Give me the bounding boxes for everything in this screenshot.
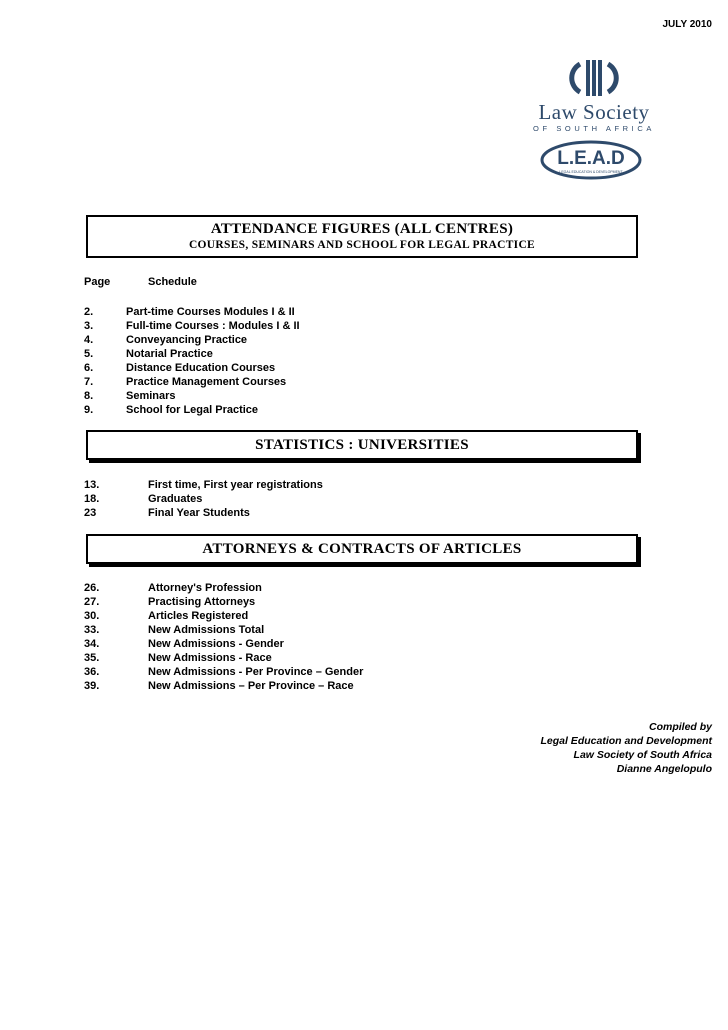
item-label: Practising Attorneys — [148, 596, 256, 608]
item-label: Attorney's Profession — [148, 582, 262, 594]
item-page-number: 26. — [84, 582, 100, 594]
item-page-number: 7. — [84, 376, 94, 388]
item-page-number: 23 — [84, 507, 97, 519]
compiled-by — [540, 720, 712, 776]
item-label: Distance Education Courses — [126, 362, 276, 374]
item-page-number: 27. — [84, 596, 100, 608]
logo-subtitle: OF SOUTH AFRICA — [533, 124, 655, 133]
item-label: New Admissions Total — [148, 624, 265, 636]
law-society-logo — [524, 58, 664, 183]
item-page-number: 4. — [84, 334, 94, 346]
item-page-number: 8. — [84, 390, 94, 402]
item-label: Seminars — [126, 390, 176, 402]
item-label: Part-time Courses Modules I & II — [126, 306, 295, 318]
item-label: Full-time Courses : Modules I & II — [126, 320, 300, 332]
universities-box — [86, 430, 638, 460]
item-page-number: 36. — [84, 666, 100, 678]
item-page-number: 3. — [84, 320, 94, 332]
item-page-number: 13. — [84, 479, 100, 491]
item-label: Final Year Students — [148, 507, 250, 519]
compiled-line-2: Legal Education and Development — [540, 735, 712, 747]
compiled-line-3: Law Society of South Africa — [573, 749, 712, 761]
item-label: Practice Management Courses — [126, 376, 287, 388]
compiled-line-1: Compiled by — [648, 721, 712, 733]
item-page-number: 30. — [84, 610, 100, 622]
lead-badge-text: L.E.A.D — [557, 148, 625, 169]
item-label: First time, First year registrations — [148, 479, 323, 491]
item-label: Notarial Practice — [126, 348, 213, 360]
header-schedule: Schedule — [148, 276, 197, 288]
attorneys-box — [86, 534, 638, 564]
header-page: Page — [84, 276, 111, 288]
compiled-line-4: Dianne Angelopulo — [616, 763, 712, 775]
item-page-number: 18. — [84, 493, 100, 505]
attendance-figures-title: ATTENDANCE FIGURES (ALL CENTRES) — [210, 221, 514, 237]
universities-title: STATISTICS : UNIVERSITIES — [255, 437, 469, 453]
report-date: JULY 2010 — [662, 19, 712, 30]
item-label: School for Legal Practice — [126, 404, 259, 416]
item-page-number: 5. — [84, 348, 94, 360]
pillar-emblem-icon — [524, 58, 664, 100]
item-label: New Admissions – Per Province – Race — [148, 680, 354, 692]
item-label: Articles Registered — [148, 610, 249, 622]
logo-title: Law Society — [538, 100, 650, 124]
attendance-figures-box — [86, 215, 638, 258]
lead-badge — [540, 140, 642, 180]
item-page-number: 2. — [84, 306, 94, 318]
item-page-number: 9. — [84, 404, 94, 416]
attorneys-title: ATTORNEYS & CONTRACTS OF ARTICLES — [202, 541, 522, 557]
item-label: New Admissions - Race — [148, 652, 272, 664]
item-label: New Admissions - Gender — [148, 638, 284, 650]
item-page-number: 33. — [84, 624, 100, 636]
item-label: Graduates — [148, 493, 203, 505]
attendance-figures-subtitle: COURSES, SEMINARS AND SCHOOL FOR LEGAL PRACTICE — [188, 239, 536, 251]
item-page-number: 35. — [84, 652, 100, 664]
lead-badge-subtext: LEGAL EDUCATION & DEVELOPMENT — [559, 170, 623, 174]
item-label: New Admissions - Per Province – Gender — [148, 666, 364, 678]
item-page-number: 39. — [84, 680, 100, 692]
item-page-number: 34. — [84, 638, 100, 650]
item-page-number: 6. — [84, 362, 94, 374]
item-label: Conveyancing Practice — [126, 334, 248, 346]
